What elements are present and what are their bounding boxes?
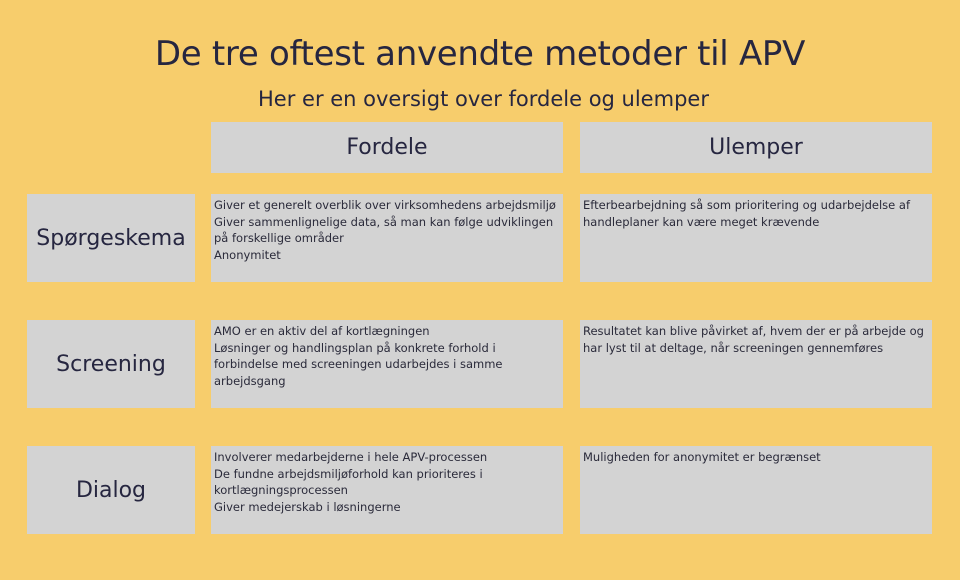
- cell-dialog-ulemper: [580, 446, 932, 534]
- row-header-dialog-label: Dialog: [75, 477, 147, 503]
- cell-line: De fundne arbejdsmiljøforhold kan prioriteres i kortlægningsprocessen: [214, 466, 483, 497]
- cell-screening-ulemper: [580, 320, 932, 408]
- cell-line: Giver et generelt overblik over virksomhedens arbejdsmiljø: [214, 198, 556, 212]
- row-header-spoergeskema: [27, 194, 195, 282]
- cell-line: Muligheden for anonymitet er begrænset: [583, 450, 821, 464]
- cell-line: AMO er en aktiv del af kortlægningen: [214, 324, 430, 338]
- row-header-dialog: [27, 446, 195, 534]
- cell-line: Resultatet kan blive påvirket af, hvem der er på arbejde og har lyst til at deltage, når screeningen gennemføres: [583, 324, 924, 355]
- column-header-ulemper: [580, 122, 932, 173]
- row-header-spoergeskema-label: Spørgeskema: [36, 225, 186, 251]
- row-header-screening-label: Screening: [56, 351, 166, 377]
- cell-line: Efterbearbejdning så som prioritering og udarbejdelse af handleplaner kan være meget krævende: [583, 198, 910, 229]
- cell-line: Giver medejerskab i løsningerne: [214, 499, 401, 514]
- column-header-ulemper-label: Ulemper: [709, 135, 803, 160]
- cell-line: Giver sammenlignelige data, så man kan følge udviklingen på forskellige områder: [214, 214, 554, 245]
- row-header-screening: [27, 320, 195, 408]
- cell-dialog-fordele: [211, 446, 563, 534]
- cell-spoergeskema-fordele: [211, 194, 563, 282]
- page-subtitle: Her er en oversigt over fordele og ulemper: [258, 87, 709, 111]
- page-title: De tre oftest anvendte metoder til APV: [154, 34, 806, 74]
- column-header-fordele: [211, 122, 563, 173]
- cell-line: Løsninger og handlingsplan på konkrete forhold i forbindelse med screeningen udarbejdes i samme arbejdsgang: [214, 340, 503, 388]
- cell-screening-fordele: [211, 320, 563, 408]
- cell-line: Involverer medarbejderne i hele APV-processen: [214, 450, 488, 464]
- cell-line: Anonymitet: [214, 247, 281, 262]
- cell-spoergeskema-ulemper: [580, 194, 932, 282]
- column-header-fordele-label: Fordele: [346, 135, 428, 160]
